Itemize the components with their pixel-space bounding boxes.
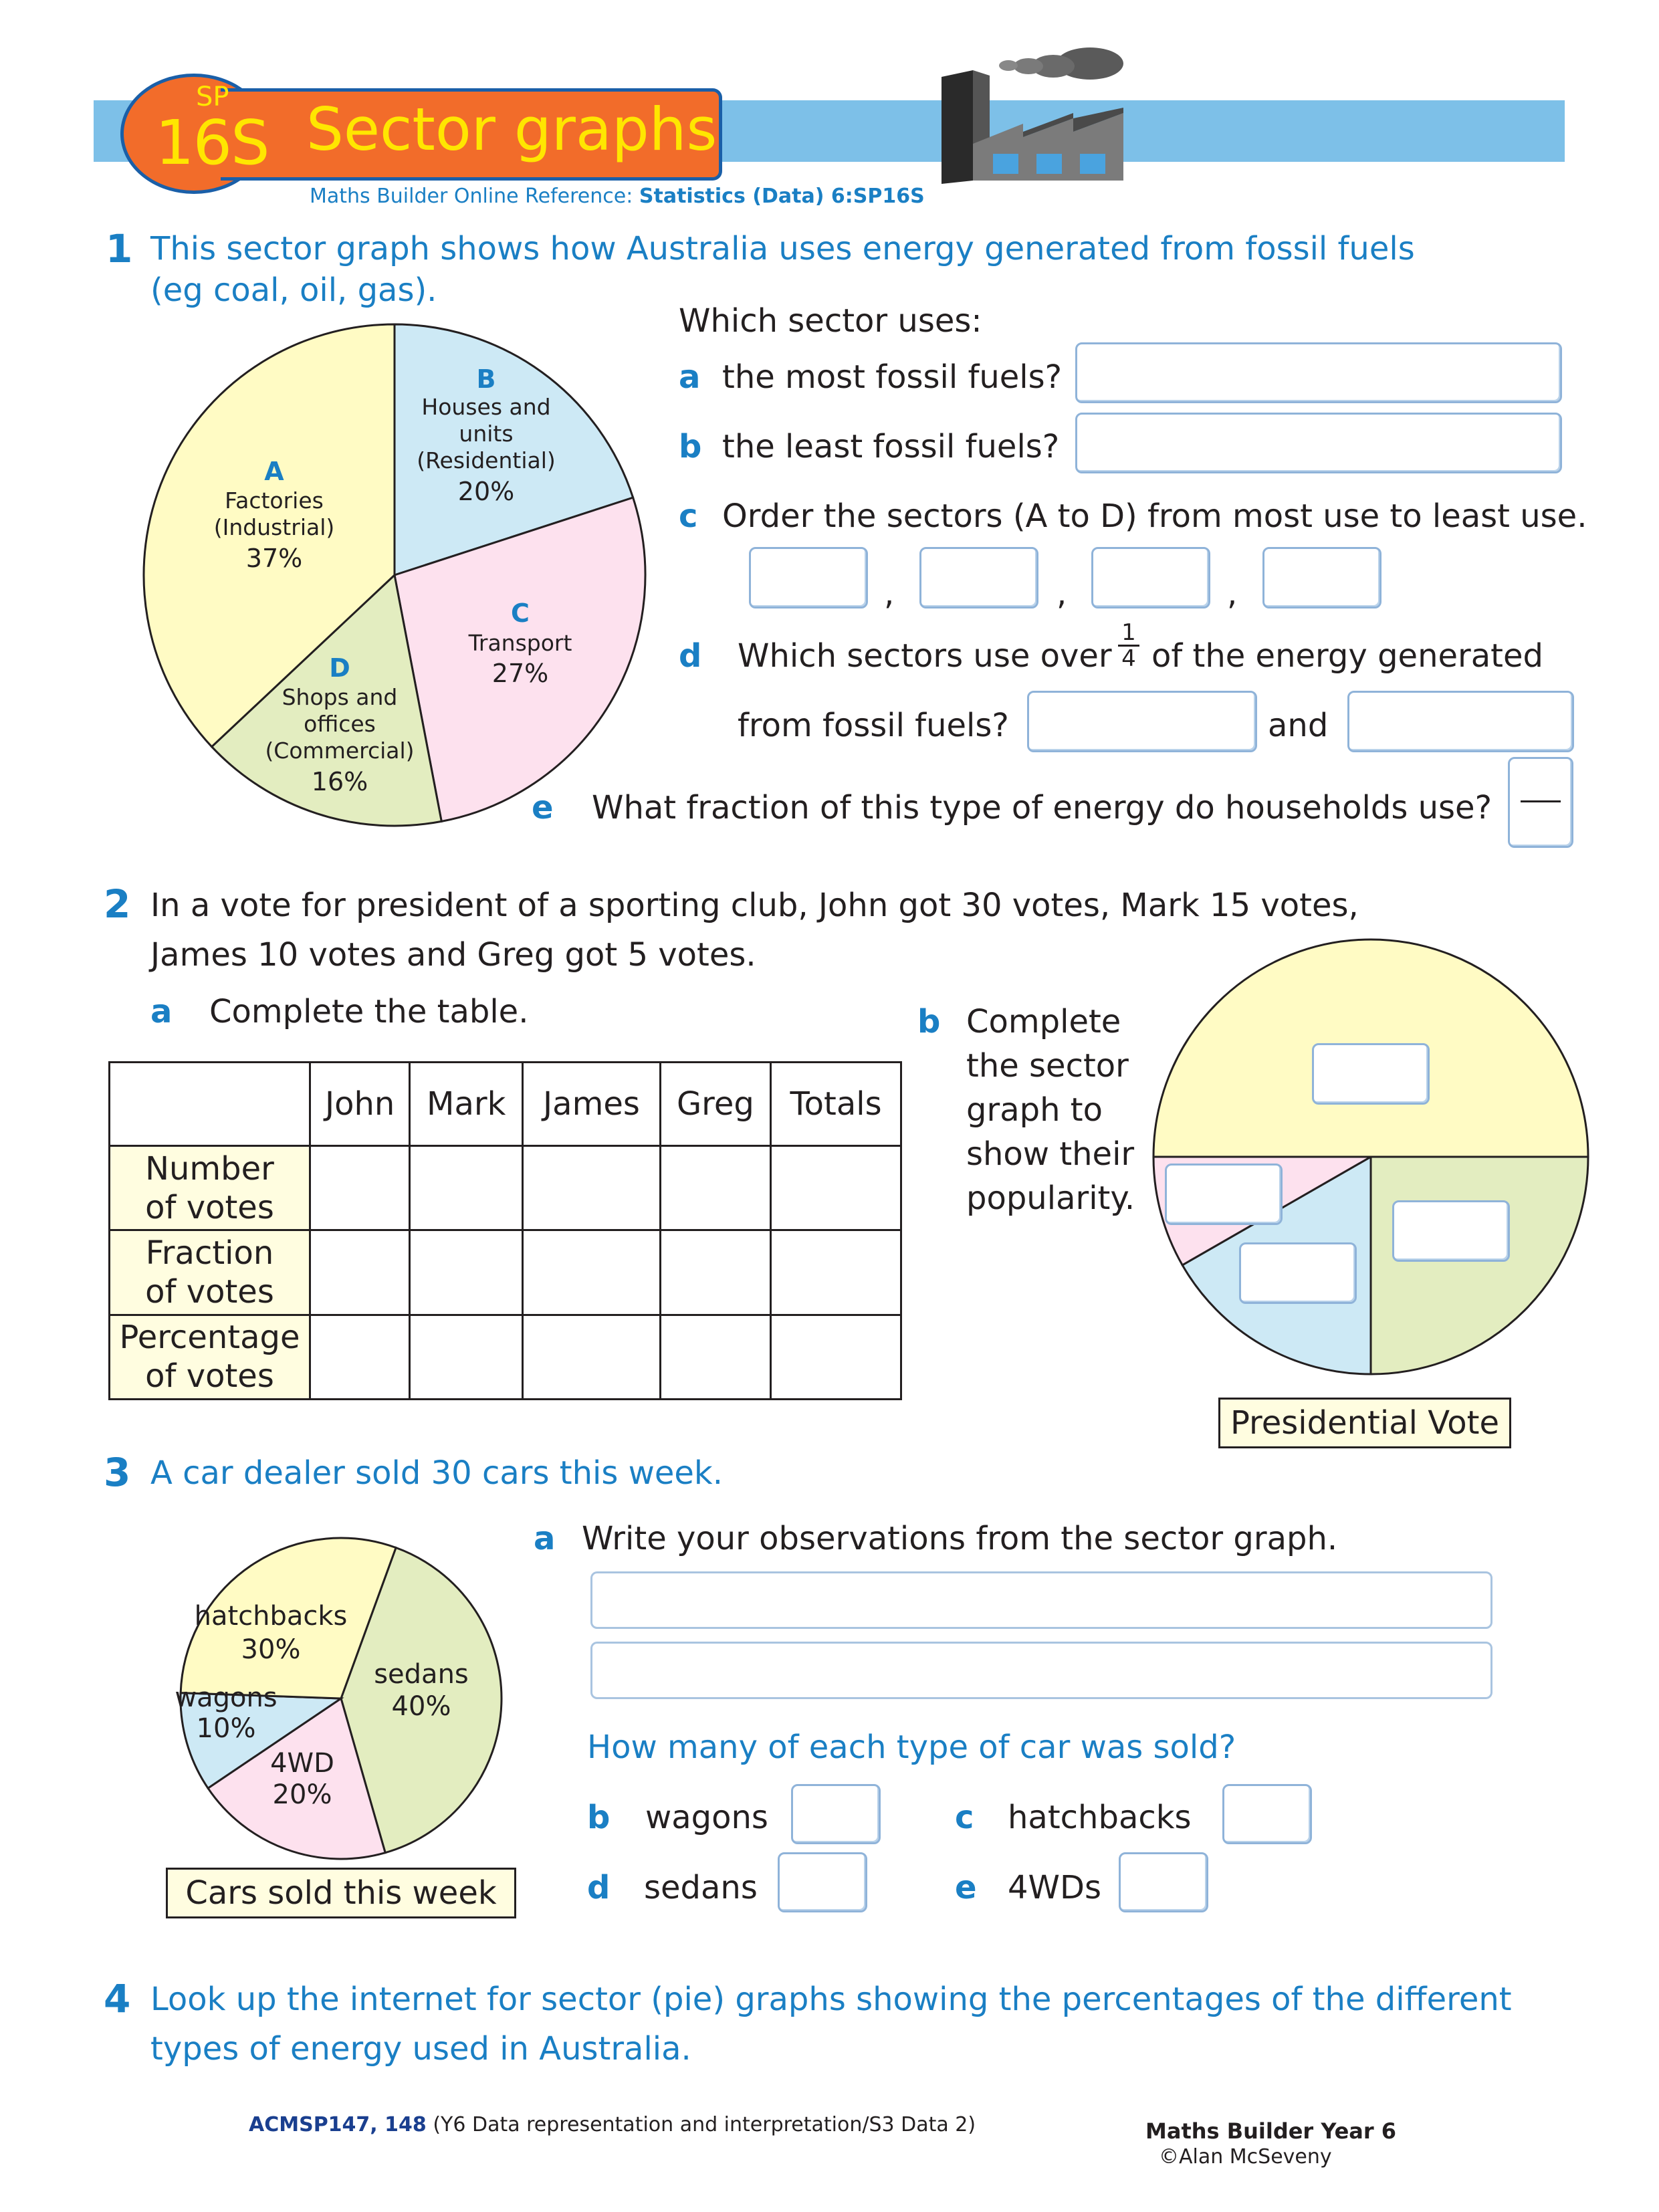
q3-text: A car dealer sold 30 cars this week. — [150, 1454, 723, 1492]
q1e-fraction-box[interactable] — [1508, 757, 1573, 848]
q3d-text: sedans — [644, 1869, 758, 1906]
q1-text-line2: (eg coal, oil, gas). — [150, 271, 437, 309]
q2-sector-box-james[interactable] — [1239, 1242, 1357, 1304]
q1d-text2: of the energy generated — [1151, 637, 1543, 675]
table-cell-percentage-totals[interactable] — [771, 1315, 901, 1399]
q3a-answer-line-2[interactable] — [590, 1642, 1492, 1699]
sector-d-line3: (Commercial) — [265, 738, 415, 764]
badge-number: 16S — [155, 107, 269, 179]
badge-sp: SP — [196, 82, 229, 112]
q1-number: 1 — [106, 226, 133, 271]
q1-which-sector: Which sector uses: — [679, 302, 982, 340]
table-cell-percentage-greg[interactable] — [660, 1315, 770, 1399]
q1a-label: a — [679, 358, 701, 396]
q3c-label: c — [955, 1799, 974, 1836]
table-row-header-number — [110, 1146, 310, 1230]
q2-number: 2 — [104, 881, 131, 927]
q1c-answer-box-3[interactable] — [1091, 547, 1210, 609]
sector-c-pct: 27% — [491, 659, 549, 688]
sector-b-pct: 20% — [457, 477, 515, 506]
q1d-answer-box-1[interactable] — [1027, 691, 1257, 752]
q2b-line2: the sector — [966, 1047, 1129, 1085]
table-cell-percentage-james[interactable] — [523, 1315, 661, 1399]
table-cell-fraction-greg[interactable] — [660, 1230, 770, 1315]
sector-c-letter: C — [511, 598, 530, 628]
table-cell-percentage-john[interactable] — [310, 1315, 410, 1399]
q2b-label: b — [917, 1003, 941, 1040]
q3a-text: Write your observations from the sector graph. — [582, 1520, 1338, 1557]
q2-sector-box-greg[interactable] — [1165, 1164, 1283, 1225]
sector-d-line2: offices — [304, 711, 376, 737]
table-cell-number-mark[interactable] — [410, 1146, 523, 1230]
q2-chart-caption: Presidential Vote — [1218, 1398, 1511, 1448]
q2a-text: Complete the table. — [209, 993, 529, 1030]
table-header-greg: Greg — [660, 1063, 770, 1146]
q1c-comma-2: , — [1057, 575, 1067, 613]
reference-line — [310, 185, 925, 208]
row-percentage-line1: Percentage — [119, 1319, 300, 1357]
row-fraction-line1: Fraction — [145, 1234, 274, 1272]
q3d-answer-box[interactable] — [778, 1852, 867, 1912]
q2-text-line2: James 10 votes and Greg got 5 votes. — [150, 936, 756, 974]
q1c-answer-box-4[interactable] — [1262, 547, 1381, 609]
q1c-comma-3: , — [1227, 575, 1238, 613]
sector-4wd-label: 4WD — [270, 1748, 334, 1779]
q1-sector-graph — [134, 314, 655, 836]
table-cell-number-totals[interactable] — [771, 1146, 901, 1230]
q3a-answer-line-1[interactable] — [590, 1571, 1492, 1629]
sector-d-letter: D — [329, 653, 350, 683]
sector-mark — [1371, 1157, 1588, 1374]
q1b-answer-box[interactable] — [1075, 413, 1562, 473]
reference-prefix: Maths Builder Online Reference: — [310, 185, 639, 208]
reference-value: Statistics (Data) 6:SP16S — [639, 185, 925, 208]
sector-d-line1: Shops and — [282, 684, 398, 710]
q1e-fraction-bar — [1521, 800, 1561, 802]
sector-d-pct: 16% — [311, 767, 368, 796]
q3-number: 3 — [104, 1450, 131, 1495]
q1d-label: d — [679, 637, 702, 675]
q3e-label: e — [955, 1869, 977, 1906]
q2-votes-table — [108, 1061, 902, 1400]
table-header-mark: Mark — [410, 1063, 523, 1146]
q1c-label: c — [679, 497, 698, 535]
q1c-answer-box-1[interactable] — [749, 547, 868, 609]
q1a-answer-box[interactable] — [1075, 342, 1562, 403]
sector-4wd-pct: 20% — [272, 1779, 332, 1810]
sector-sedans-pct: 40% — [391, 1691, 451, 1722]
q4-text-line1: Look up the internet for sector (pie) graphs showing the percentages of the different — [150, 1981, 1512, 2018]
q3-cars-sector-graph — [160, 1535, 522, 1862]
sector-b-line2: units — [459, 421, 514, 447]
q1c-answer-box-2[interactable] — [919, 547, 1038, 609]
footer-code: ACMSP147, 148 — [249, 2113, 427, 2136]
q3a-label: a — [534, 1520, 556, 1557]
table-cell-fraction-totals[interactable] — [771, 1230, 901, 1315]
table-corner — [110, 1063, 310, 1146]
q3d-label: d — [587, 1869, 611, 1906]
q1e-text: What fraction of this type of energy do households use? — [592, 789, 1492, 826]
q1d-fraction-numerator: 1 — [1118, 621, 1139, 647]
q1d-text3: from fossil fuels? — [738, 707, 1009, 744]
table-header-john: John — [310, 1063, 410, 1146]
table-cell-number-john[interactable] — [310, 1146, 410, 1230]
sector-b-letter: B — [476, 364, 496, 394]
sector-hatchbacks-pct: 30% — [241, 1634, 301, 1665]
q2b-line1: Complete — [966, 1003, 1121, 1040]
table-cell-number-greg[interactable] — [660, 1146, 770, 1230]
q2-presidential-sector-graph — [1150, 936, 1591, 1377]
q2b-text — [966, 1000, 1135, 1220]
sector-wagons-label: wagons — [175, 1682, 278, 1713]
sector-a-line2: (Industrial) — [213, 514, 335, 540]
page-title: Sector graphs — [306, 95, 717, 164]
row-percentage-line2: of votes — [145, 1357, 274, 1396]
q1d-fraction — [1118, 621, 1139, 671]
q1b-text: the least fossil fuels? — [722, 428, 1060, 465]
footer-copyright: ©Alan McSeveny — [1159, 2145, 1332, 2169]
table-header-totals: Totals — [771, 1063, 901, 1146]
q1b-label: b — [679, 428, 702, 465]
q1d-text1: Which sectors use over — [738, 637, 1112, 675]
footer-code-rest: (Y6 Data representation and interpretation/S3 Data 2) — [426, 2113, 976, 2136]
table-header-james: James — [523, 1063, 661, 1146]
q1c-comma-1: , — [884, 575, 895, 613]
q1d-and: and — [1268, 707, 1329, 744]
q3c-answer-box[interactable] — [1222, 1784, 1312, 1844]
q1d-fraction-denominator: 4 — [1121, 645, 1136, 672]
q2b-line3: graph to — [966, 1091, 1103, 1129]
footer-book: Maths Builder Year 6 — [1145, 2118, 1397, 2144]
table-row-header-fraction — [110, 1230, 310, 1315]
q3b-answer-box[interactable] — [791, 1784, 881, 1844]
q3c-text: hatchbacks — [1008, 1799, 1192, 1836]
sector-a-line1: Factories — [225, 487, 324, 514]
table-cell-percentage-mark[interactable] — [410, 1315, 523, 1399]
q2b-line5: popularity. — [966, 1180, 1135, 1217]
q4-text-line2: types of energy used in Australia. — [150, 2030, 691, 2068]
row-fraction-line2: of votes — [145, 1273, 274, 1311]
q2-text-line1: In a vote for president of a sporting club, John got 30 votes, Mark 15 votes, — [150, 887, 1359, 924]
q3e-answer-box[interactable] — [1119, 1852, 1208, 1912]
sector-a-letter: A — [264, 457, 284, 486]
q3b-text: wagons — [645, 1799, 768, 1836]
factory-icon — [936, 43, 1130, 187]
sector-sedans-label: sedans — [374, 1659, 469, 1690]
table-row-header-percentage — [110, 1315, 310, 1399]
q3-chart-caption: Cars sold this week — [166, 1868, 516, 1918]
q1-text-line1: This sector graph shows how Australia uses energy generated from fossil fuels — [150, 230, 1415, 267]
table-cell-fraction-james[interactable] — [523, 1230, 661, 1315]
table-cell-number-james[interactable] — [523, 1146, 661, 1230]
sector-wagons-pct: 10% — [196, 1713, 256, 1744]
q2b-line4: show their — [966, 1135, 1135, 1173]
q1e-label: e — [532, 789, 554, 826]
q2-sector-box-john[interactable] — [1312, 1043, 1430, 1105]
q3e-text: 4WDs — [1008, 1869, 1101, 1906]
q3-how-many: How many of each type of car was sold? — [587, 1729, 1236, 1766]
q3b-label: b — [587, 1799, 611, 1836]
table-cell-fraction-mark[interactable] — [410, 1230, 523, 1315]
q1c-text: Order the sectors (A to D) from most use to least use. — [722, 497, 1587, 535]
sector-b-line1: Houses and — [421, 394, 551, 420]
q1d-answer-box-2[interactable] — [1347, 691, 1574, 752]
q2-sector-box-mark[interactable] — [1392, 1200, 1510, 1262]
row-number-line2: of votes — [145, 1188, 274, 1226]
q1a-text: the most fossil fuels? — [722, 358, 1063, 396]
sector-c-line1: Transport — [468, 630, 572, 656]
sector-a-pct: 37% — [245, 544, 303, 573]
table-cell-fraction-john[interactable] — [310, 1230, 410, 1315]
footer-curriculum-code — [249, 2113, 976, 2136]
sector-b-line3: (Residential) — [417, 447, 556, 473]
row-number-line1: Number — [145, 1149, 274, 1188]
sector-hatchbacks-label: hatchbacks — [194, 1601, 348, 1632]
q4-number: 4 — [104, 1976, 131, 2021]
q2a-label: a — [150, 993, 173, 1030]
